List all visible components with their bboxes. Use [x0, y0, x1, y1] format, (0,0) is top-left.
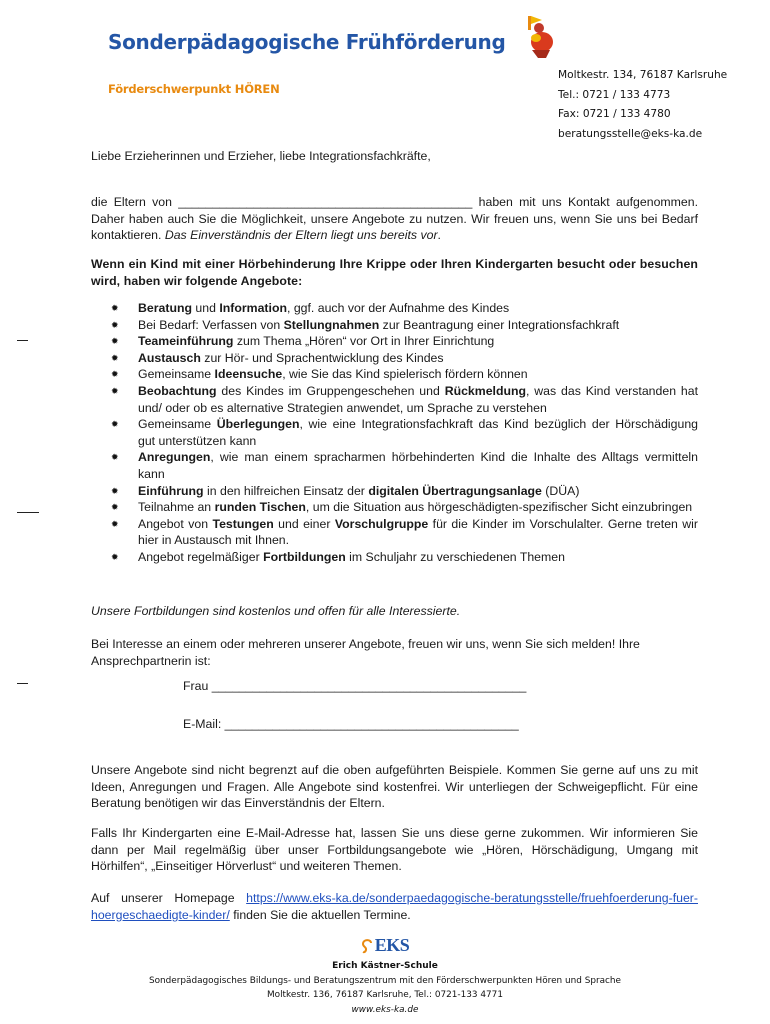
homepage-suffix: finden Sie die aktuellen Termine.	[229, 907, 411, 922]
footer-description: Sonderpädagogisches Bildungs- und Beratungszentrum mit den Förderschwerpunkten Hören und Sprache	[148, 975, 622, 986]
footer-logo	[361, 936, 410, 954]
homepage-link[interactable]: https://www.eks-ka.de/sonderpaedagogische-beratungsstelle/fruehfoerderung-fuer-hoergeschaedigte-kinder/	[91, 891, 698, 922]
footer-website[interactable]: www.eks-ka.de	[351, 1004, 419, 1015]
contact-person-form	[183, 678, 603, 753]
offer-item: ✹ Anregungen, wie man einem spracharmen hörbehinderten Kind die Inhalte des Alltags vermitteln kann	[111, 450, 698, 481]
offer-item: ✹ Bei Bedarf: Verfassen von Stellungnahmen zur Beantragung einer Integrationsfachkraft	[111, 317, 620, 332]
contact-name-field[interactable]: Frau ______________________________________________	[183, 679, 527, 693]
sun-bullet-icon: ✹	[111, 352, 119, 363]
greeting: Liebe Erzieherinnen und Erzieher, liebe Integrationsfachkräfte,	[91, 149, 431, 163]
sun-bullet-icon: ✹	[111, 452, 119, 463]
sender-contact-block	[558, 66, 727, 144]
interest-paragraph: Bei Interesse an einem oder mehreren unserer Angebote, freuen wir uns, wenn Sie sich melden! Ihre Ansprechpartnerin ist:	[91, 637, 640, 668]
sun-bullet-icon: ✹	[111, 336, 119, 347]
offer-item: ✹ Beratung und Information, ggf. auch vor der Aufnahme des Kindes	[111, 301, 510, 315]
email-request-paragraph: Falls Ihr Kindergarten eine E-Mail-Adresse hat, lassen Sie uns diese gerne zukommen. Wir informieren Sie dann per Mail regelmäßig über unser Fortbildungsangebote wie „Hören, Hörschädigung, Umgang mit Hörhilfen“, „Einseitiger Hörverlust“ und weiteren Themen.	[91, 826, 698, 874]
offer-item: ✹ Gemeinsame Überlegungen, wie eine Integrationsfachkraft das Kind bezüglich der Hörschädigung gut unterstützen kann	[111, 417, 699, 448]
consent-note: Das Einverständnis der Eltern liegt uns bereits vor	[164, 228, 438, 243]
footer-address: Moltkestr. 136, 76187 Karlsruhe, Tel.: 0721-133 4771	[267, 990, 503, 1001]
offer-item: ✹ Angebot regelmäßiger Fortbildungen im Schuljahr zu verschiedenen Themen	[111, 549, 565, 564]
sender-email: beratungsstelle@eks-ka.de	[558, 127, 703, 140]
ear-icon	[361, 938, 373, 954]
offers-list	[91, 300, 698, 566]
sender-phone: Tel.: 0721 / 133 4773	[558, 88, 671, 101]
contact-email-field[interactable]: E-Mail: ___________________________________________	[183, 716, 519, 731]
offer-item: ✹ Gemeinsame Ideensuche, wie Sie das Kind spielerisch fördern können	[111, 367, 528, 382]
sun-bullet-icon: ✹	[111, 485, 119, 496]
homepage-paragraph	[91, 890, 698, 923]
sun-bullet-icon: ✹	[111, 518, 119, 529]
offer-item: ✹ Teilnahme an runden Tischen, um die Situation aus hörgeschädigten-spezifischer Sicht einzubringen	[111, 500, 693, 515]
footer-school-name: Erich Kästner-Schule	[332, 961, 438, 972]
letterhead-subtitle: Förderschwerpunkt HÖREN	[108, 82, 280, 96]
sun-bullet-icon: ✹	[111, 369, 119, 380]
offer-item: ✹ Austausch zur Hör- und Sprachentwicklung des Kindes	[111, 350, 444, 365]
footer-logo-text: EKS	[374, 935, 410, 955]
sun-bullet-icon: ✹	[111, 419, 119, 430]
fold-mark-top	[17, 340, 28, 341]
intro-paragraph	[91, 194, 698, 244]
letterhead-title: Sonderpädagogische Frühförderung	[108, 30, 506, 54]
offer-item: ✹ Einführung in den hilfreichen Einsatz der digitalen Übertragungsanlage (DÜA)	[111, 483, 580, 498]
punch-mark	[17, 512, 39, 513]
offers-scope-paragraph: Unsere Angebote sind nicht begrenzt auf die oben aufgeführten Beispiele. Kommen Sie gerne auf uns zu mit Ideen, Anregungen und Fragen. Alle Angebote sind kostenfrei. Wir unterliegen der Schweigepflicht. Für eine Beratung benötigen wir das Einverständnis der Eltern.	[91, 763, 698, 811]
intro-text: die Eltern von ___________________________________________ haben mit uns Kontakt aufgenommen. Daher haben auch Sie die Möglichkeit, unsere Angebote zu nutzen. Wir freuen uns, wenn Sie uns bei Bedarf kontaktieren.	[91, 195, 698, 243]
sun-bullet-icon: ✹	[111, 502, 119, 513]
sun-bullet-icon: ✹	[111, 551, 119, 562]
footer	[85, 936, 685, 1017]
fold-mark-bottom	[17, 683, 28, 684]
homepage-prefix: Auf unserer Homepage	[91, 891, 247, 905]
offer-item: ✹ Beobachtung des Kindes im Gruppengeschehen und Rückmeldung, was das Kind verstanden hat und/ oder ob es alternative Strategien anwendet, um Sprache zu verstehen	[111, 383, 698, 415]
offer-item: ✹ Teameinführung zum Thema „Hören“ vor Ort in Ihrer Einrichtung	[111, 334, 495, 349]
sun-bullet-icon: ✹	[111, 319, 119, 330]
intro-period: .	[437, 228, 441, 243]
sender-fax: Fax: 0721 / 133 4780	[558, 108, 671, 120]
sun-bullet-icon: ✹	[111, 303, 119, 313]
child-with-flag-logo-icon	[512, 14, 558, 60]
sender-address: Moltkestr. 134, 76187 Karlsruhe	[558, 69, 728, 81]
training-note: Unsere Fortbildungen sind kostenlos und offen für alle Interessierte.	[91, 604, 461, 618]
offers-heading: Wenn ein Kind mit einer Hörbehinderung Ihre Krippe oder Ihren Kindergarten besucht oder besuchen wird, haben wir folgende Angebote:	[91, 257, 698, 288]
sun-bullet-icon: ✹	[111, 385, 119, 396]
offer-item: ✹ Angebot von Testungen und einer Vorschulgruppe für die Kinder im Vorschulalter. Gerne treten wir hier in Austausch mit Ihnen.	[111, 516, 698, 548]
